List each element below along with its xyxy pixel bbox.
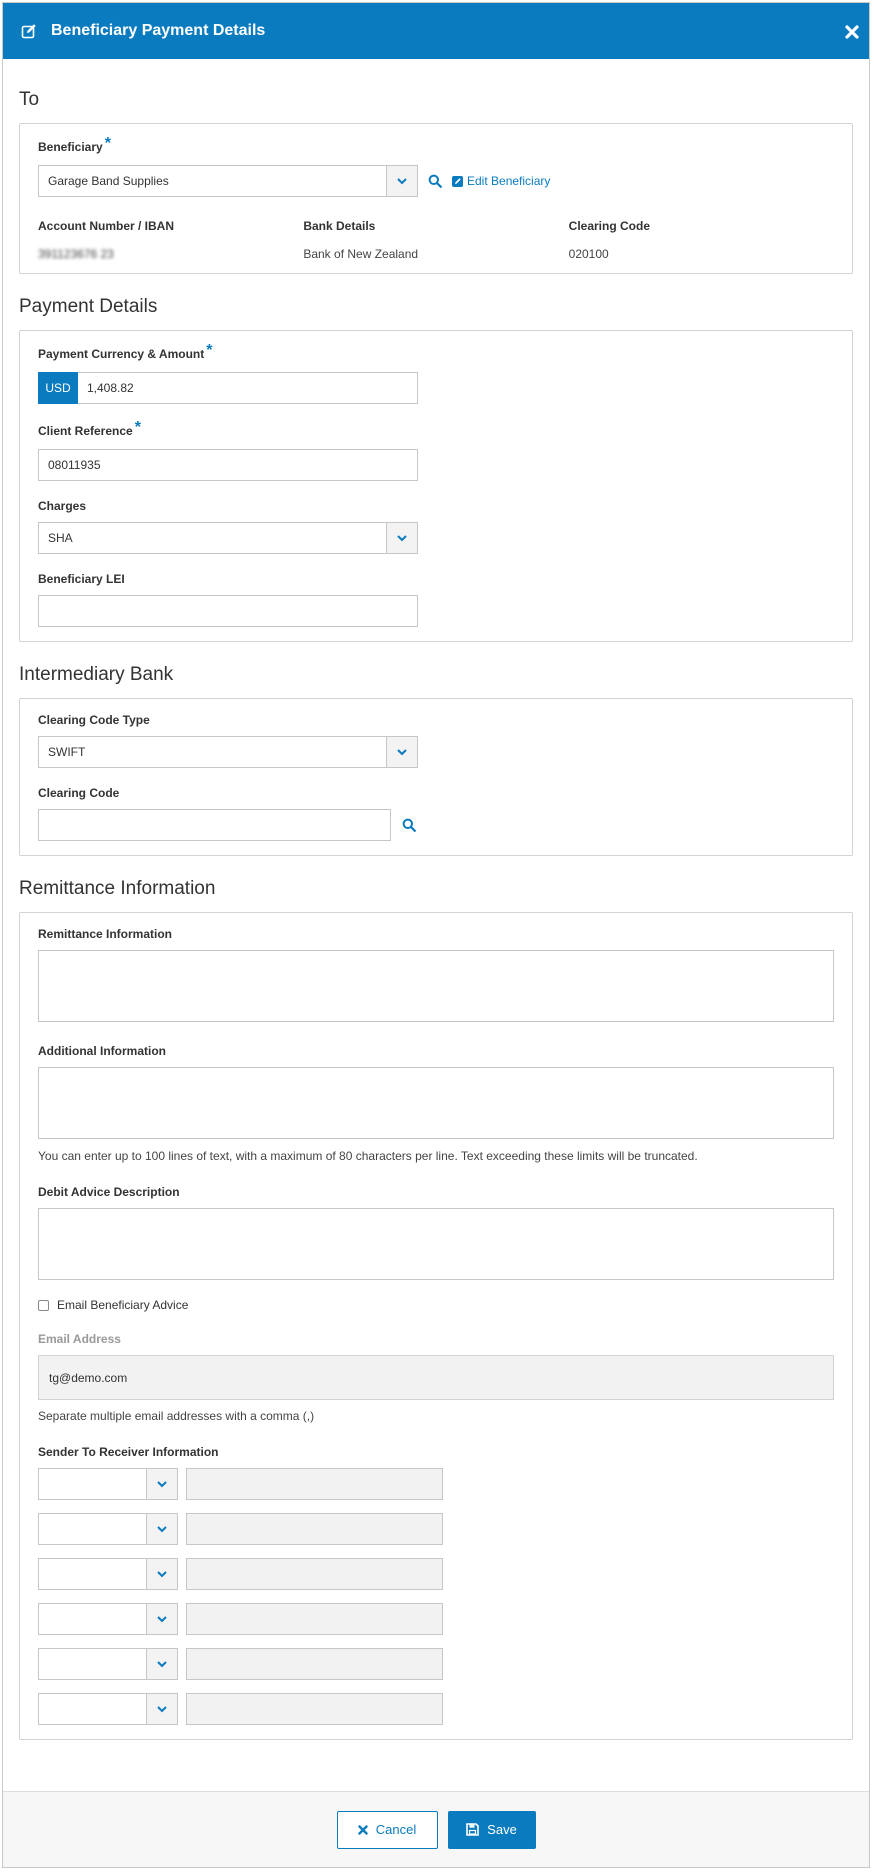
currency-amount-label: Payment Currency & Amount * <box>38 342 213 361</box>
client-reference-input[interactable]: 08011935 <box>38 449 418 481</box>
beneficiary-lei-label: Beneficiary LEI <box>38 572 125 586</box>
debit-advice-label: Debit Advice Description <box>38 1185 180 1199</box>
chevron-down-icon[interactable] <box>146 1694 177 1724</box>
sender-receiver-code-select[interactable] <box>38 1603 178 1635</box>
section-title-to: To <box>19 89 40 110</box>
sender-receiver-code-select[interactable] <box>38 1558 178 1590</box>
beneficiary-value: Garage Band Supplies <box>48 174 169 188</box>
modal-header <box>3 3 869 59</box>
additional-info-label: Additional Information <box>38 1044 166 1058</box>
sender-receiver-text-input[interactable] <box>186 1513 443 1545</box>
sender-receiver-row <box>38 1468 834 1500</box>
chevron-down-icon[interactable] <box>386 166 417 196</box>
sender-receiver-row <box>38 1513 834 1545</box>
additional-info-textarea[interactable] <box>38 1067 834 1139</box>
bank-details-label: Bank Details <box>303 219 376 233</box>
sender-receiver-row <box>38 1603 834 1635</box>
clearing-code-label: Clearing Code <box>568 219 651 233</box>
sender-receiver-row <box>38 1693 834 1725</box>
sender-receiver-row <box>38 1558 834 1590</box>
section-title-payment: Payment Details <box>19 296 158 317</box>
sender-receiver-row <box>38 1648 834 1680</box>
amount-input[interactable]: 1,408.82 <box>78 372 418 404</box>
chevron-down-icon[interactable] <box>146 1649 177 1679</box>
beneficiary-info <box>38 219 834 261</box>
payment-panel <box>19 330 853 642</box>
beneficiary-select[interactable] <box>38 165 418 197</box>
save-button[interactable]: Save <box>448 1811 536 1849</box>
chevron-down-icon[interactable] <box>146 1559 177 1589</box>
chevron-down-icon[interactable] <box>146 1514 177 1544</box>
additional-info-help: You can enter up to 100 lines of text, with a maximum of 80 characters per line. Text exceeding these limits will be truncated. <box>38 1149 698 1163</box>
sender-receiver-code-select[interactable] <box>38 1513 178 1545</box>
to-panel <box>19 123 853 274</box>
debit-advice-textarea[interactable] <box>38 1208 834 1280</box>
sender-receiver-code-select[interactable] <box>38 1468 178 1500</box>
remittance-info-label: Remittance Information <box>38 927 173 941</box>
chevron-down-icon[interactable] <box>386 737 417 767</box>
intermediary-clearing-code-input[interactable] <box>38 809 391 841</box>
sender-receiver-code-select[interactable] <box>38 1648 178 1680</box>
charges-label: Charges <box>38 499 87 513</box>
floppy-disk-icon <box>466 1823 479 1836</box>
beneficiary-label: Beneficiary * <box>38 135 111 154</box>
remittance-info-textarea[interactable] <box>38 950 834 1022</box>
remittance-panel <box>19 912 853 1740</box>
email-help: Separate multiple email addresses with a comma (,) <box>38 1409 315 1423</box>
email-address-label: Email Address <box>38 1332 121 1346</box>
edit-beneficiary-link[interactable]: Edit Beneficiary <box>452 174 550 188</box>
sender-receiver-label: Sender To Receiver Information <box>38 1445 219 1459</box>
section-title-remittance: Remittance Information <box>19 878 216 899</box>
chevron-down-icon[interactable] <box>146 1604 177 1634</box>
account-value: 391123676 23 <box>38 247 114 261</box>
bank-details-value: Bank of New Zealand <box>303 247 419 261</box>
email-advice-checkbox[interactable] <box>38 1300 49 1311</box>
email-address-field: tg@demo.com <box>38 1355 834 1400</box>
sender-receiver-text-input[interactable] <box>186 1558 443 1590</box>
sender-receiver-text-input[interactable] <box>186 1603 443 1635</box>
email-advice-checkbox-row[interactable] <box>38 1298 834 1312</box>
clearing-code-type-label: Clearing Code Type <box>38 713 150 727</box>
search-icon[interactable] <box>428 174 442 188</box>
cancel-button[interactable]: Cancel <box>337 1811 438 1849</box>
close-icon <box>358 1825 368 1835</box>
currency-addon: USD <box>38 372 78 404</box>
section-title-intermediary: Intermediary Bank <box>19 664 174 685</box>
modal-title: Beneficiary Payment Details <box>51 22 266 39</box>
sender-receiver-text-input[interactable] <box>186 1693 443 1725</box>
payment-details-modal <box>2 2 870 1868</box>
modal-body <box>3 89 869 1740</box>
chevron-down-icon[interactable] <box>386 523 417 553</box>
clearing-code-type-select[interactable]: SWIFT <box>38 736 418 768</box>
client-reference-label: Client Reference * <box>38 419 141 438</box>
sender-receiver-code-select[interactable] <box>38 1693 178 1725</box>
required-mark: * <box>104 135 111 152</box>
clearing-code-value: 020100 <box>568 247 609 261</box>
sender-receiver-text-input[interactable] <box>186 1468 443 1500</box>
sender-receiver-rows <box>38 1468 834 1725</box>
edit-icon <box>21 23 37 39</box>
charges-select[interactable]: SHA <box>38 522 418 554</box>
search-icon[interactable] <box>402 818 416 832</box>
intermediary-panel <box>19 698 853 856</box>
beneficiary-lei-input[interactable] <box>38 595 418 627</box>
edit-square-icon <box>452 176 463 187</box>
modal-footer <box>3 1791 869 1867</box>
account-label: Account Number / IBAN <box>38 219 175 233</box>
sender-receiver-text-input[interactable] <box>186 1648 443 1680</box>
intermediary-clearing-code-label: Clearing Code <box>38 786 120 800</box>
email-advice-label: Email Beneficiary Advice <box>57 1298 189 1312</box>
currency-amount-input[interactable] <box>38 372 418 404</box>
close-icon[interactable] <box>841 21 863 43</box>
chevron-down-icon[interactable] <box>146 1469 177 1499</box>
